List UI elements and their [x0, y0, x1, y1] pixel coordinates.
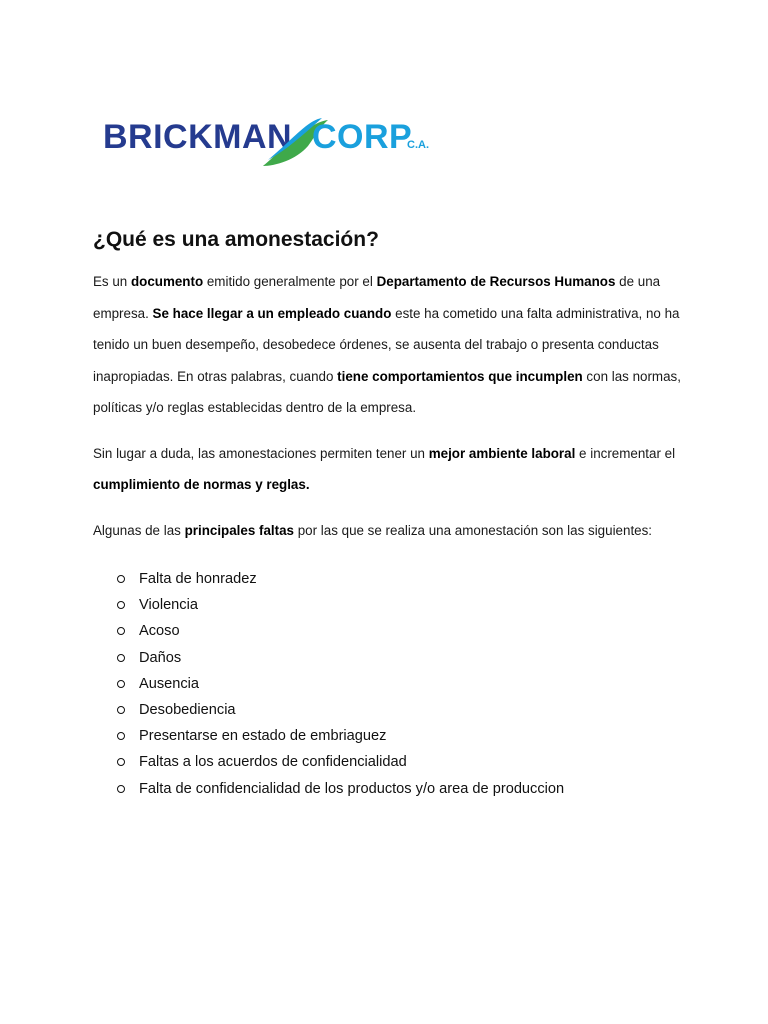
- bold-text: mejor ambiente laboral: [428, 445, 576, 461]
- list-item-text: Violencia: [139, 597, 198, 614]
- circle-bullet-icon: [117, 680, 125, 688]
- logo-text-corp: CORP: [312, 118, 413, 156]
- logo-graphic: [100, 108, 440, 174]
- list-item: [117, 697, 683, 723]
- bold-text: cumplimiento de normas y reglas.: [93, 477, 310, 492]
- list-item-text: Desobediencia: [139, 702, 236, 719]
- bold-text: Se hace llegar a un empleado cuando: [152, 305, 392, 321]
- text-span: de una empresa.: [93, 274, 661, 321]
- list-item-text: Falta de confidencialidad de los productos y/o area de produccion: [139, 780, 565, 797]
- page-title: ¿Qué es una amonestación?: [93, 228, 379, 251]
- circle-bullet-icon: [117, 654, 125, 662]
- circle-bullet-icon: [117, 706, 125, 714]
- text-span: Algunas de las: [93, 522, 185, 538]
- list-item: [117, 776, 683, 802]
- list-item: [117, 645, 683, 671]
- circle-bullet-icon: [117, 758, 125, 766]
- circle-bullet-icon: [117, 575, 125, 583]
- list-item: [117, 671, 683, 697]
- list-item-text: Daños: [139, 649, 182, 666]
- list-item-text: Ausencia: [139, 675, 200, 692]
- text-span: e incrementar el: [575, 445, 676, 461]
- circle-bullet-icon: [117, 601, 125, 609]
- text-span: este ha cometido una falta administrativa, no ha tenido un buen desempeño, desobedece órdenes, se ausenta del trabajo o presenta conductas inapropiadas. En otras palabras, cuando: [93, 305, 680, 384]
- bold-text: principales faltas: [184, 522, 294, 538]
- list-item: [117, 749, 683, 775]
- list-item: [117, 618, 683, 644]
- bold-text: documento: [130, 274, 204, 289]
- logo-text-brickman: BRICKMAN: [103, 118, 293, 156]
- circle-bullet-icon: [117, 732, 125, 740]
- bold-text: Departamento de Recursos Humanos: [376, 274, 616, 289]
- brickman-corp-logo: [100, 108, 440, 174]
- logo-text-ca: C.A.: [407, 139, 429, 151]
- circle-bullet-icon: [117, 785, 125, 793]
- paragraph-list-intro: [93, 515, 683, 547]
- paragraph-benefits: [93, 438, 683, 501]
- list-item-text: Falta de honradez: [139, 571, 257, 587]
- text-span: emitido generalmente por el: [203, 274, 377, 289]
- list-item-text: Acoso: [139, 623, 180, 640]
- list-item: [117, 592, 683, 618]
- bold-text: tiene comportamientos que incumplen: [337, 368, 583, 384]
- text-span: por las que se realiza una amonestación son las siguientes:: [293, 522, 653, 538]
- text-span: Sin lugar a duda, las amonestaciones permiten tener un: [93, 445, 429, 461]
- circle-bullet-icon: [117, 627, 125, 635]
- text-span: con las normas, políticas y/o reglas establecidas dentro de la empresa.: [93, 368, 681, 415]
- list-item-text: Faltas a los acuerdos de confidencialidad: [139, 754, 407, 771]
- document-body: [93, 224, 683, 802]
- list-item-text: Presentarse en estado de embriaguez: [139, 728, 387, 745]
- list-item: [117, 723, 683, 749]
- list-item: [117, 566, 683, 592]
- paragraph-definition: [93, 266, 683, 424]
- text-span: Es un: [93, 274, 131, 289]
- faults-list: [93, 566, 683, 802]
